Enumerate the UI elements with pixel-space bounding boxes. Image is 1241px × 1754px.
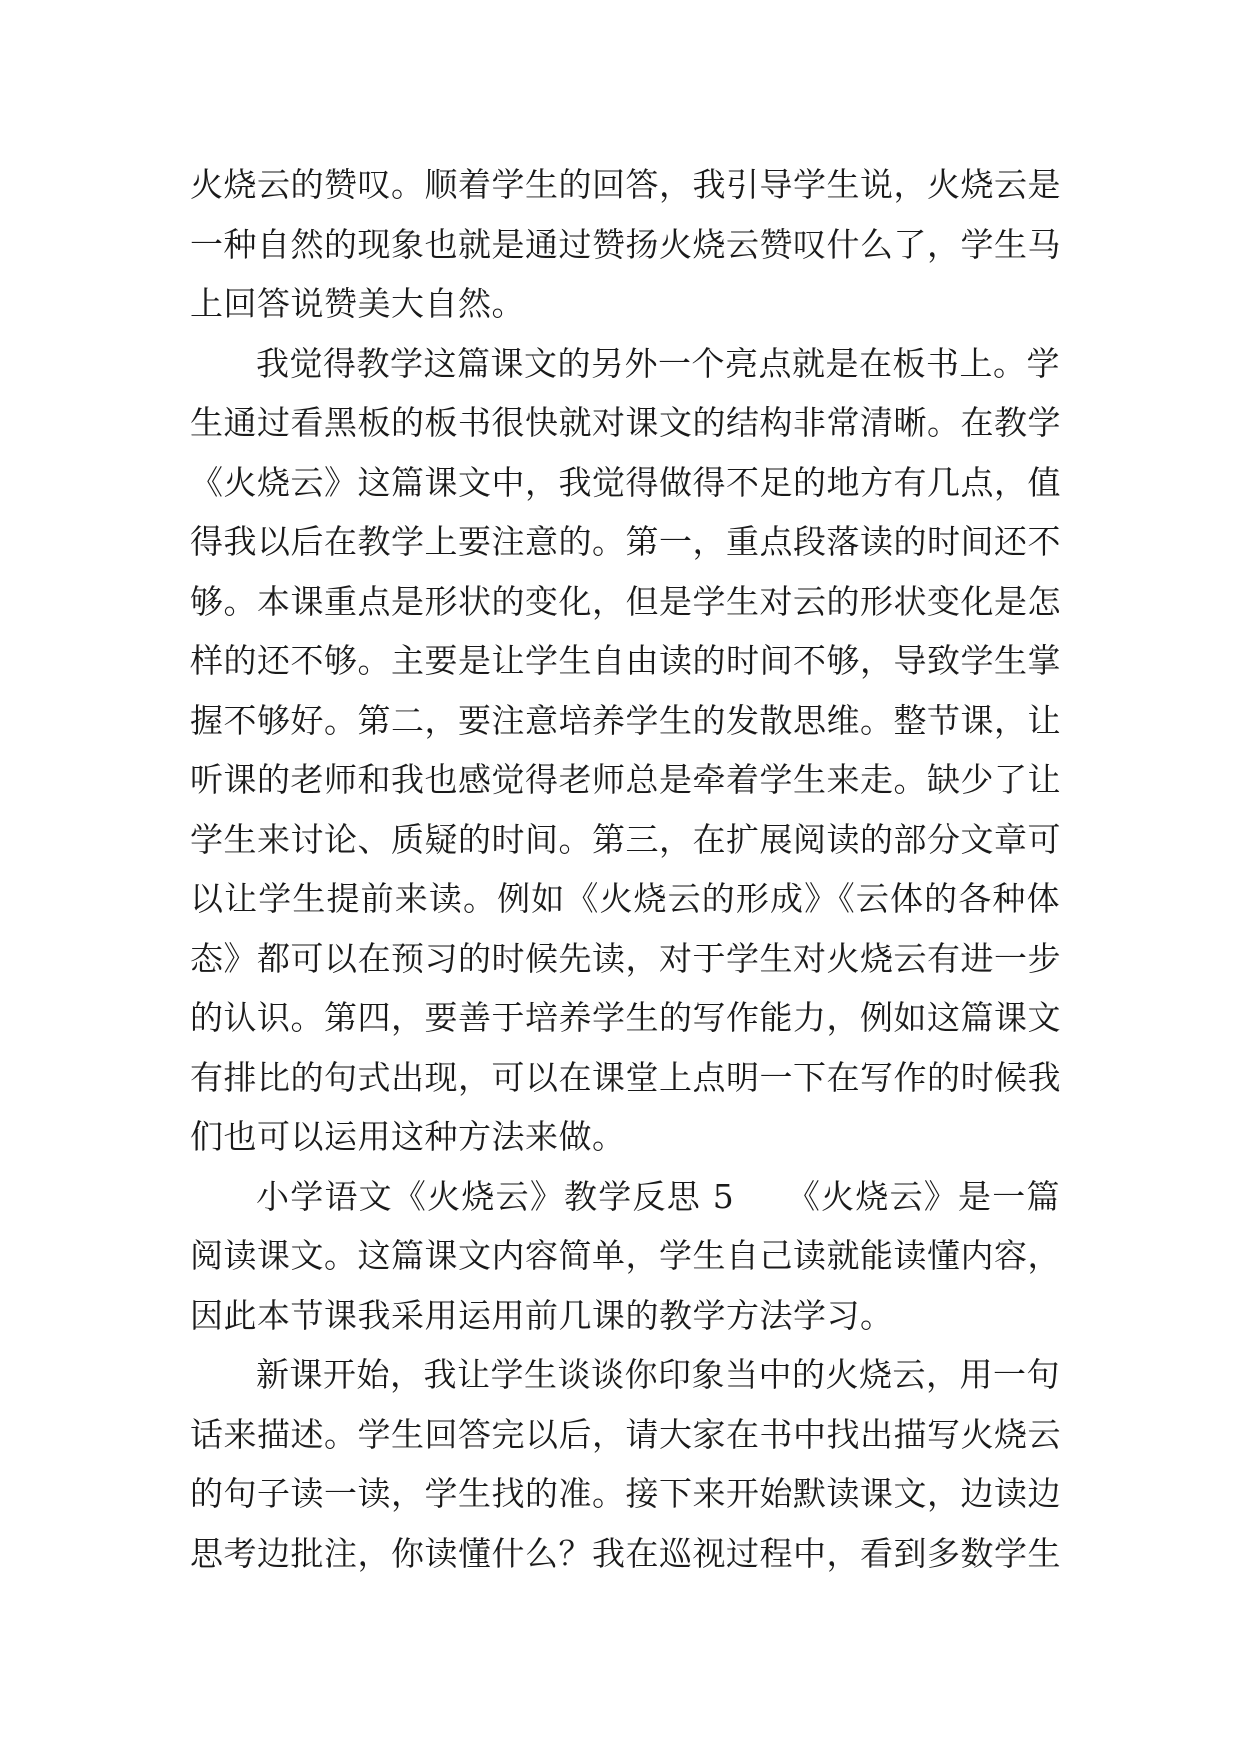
text-line: 的句子读一读，学生找的准。接下来开始默读课文，边读边 bbox=[190, 1474, 1061, 1513]
text-line: 《火烧云》这篇课文中，我觉得做得不足的地方有几点，值 bbox=[190, 462, 1061, 502]
text-line: 够。本课重点是形状的变化，但是学生对云的形状变化是怎 bbox=[190, 581, 1061, 621]
text-line: 阅读课文。这篇课文内容简单，学生自己读就能读懂内容， bbox=[190, 1236, 1061, 1275]
text-line: 们也可以运用这种方法来做。 bbox=[190, 1117, 626, 1156]
text-line: 小学语文《火烧云》教学反思 5 《火烧云》是一篇 bbox=[256, 1176, 1060, 1216]
text-line: 学生来讨论、质疑的时间。第三，在扩展阅读的部分文章可 bbox=[190, 819, 1061, 859]
text-line: 上回答说赞美大自然。 bbox=[190, 284, 525, 323]
text-line: 新课开始，我让学生谈谈你印象当中的火烧云，用一句 bbox=[256, 1355, 1060, 1394]
text-line: 生通过看黑板的板书很快就对课文的结构非常清晰。在教学 bbox=[190, 403, 1061, 442]
text-line: 话来描述。学生回答完以后，请大家在书中找出描写火烧云 bbox=[190, 1414, 1061, 1454]
text-line: 听课的老师和我也感觉得老师总是牵着学生来走。缺少了让 bbox=[190, 760, 1061, 799]
text-line: 态》都可以在预习的时候先读，对于学生对火烧云有进一步 bbox=[190, 938, 1061, 978]
paragraph-4 bbox=[190, 1345, 1060, 1583]
text-line: 因此本节课我采用运用前几课的教学方法学习。 bbox=[190, 1295, 894, 1335]
text-line: 的认识。第四，要善于培养学生的写作能力，例如这篇课文 bbox=[190, 998, 1061, 1037]
paragraph-2 bbox=[190, 334, 1060, 1167]
paragraph-3 bbox=[190, 1167, 1060, 1346]
text-line: 一种自然的现象也就是通过赞扬火烧云赞叹什么了，学生马 bbox=[190, 224, 1061, 264]
text-line: 样的还不够。主要是让学生自由读的时间不够，导致学生掌 bbox=[190, 641, 1061, 680]
text-line: 得我以后在教学上要注意的。第一，重点段落读的时间还不 bbox=[190, 522, 1061, 561]
text-line: 有排比的句式出现，可以在课堂上点明一下在写作的时候我 bbox=[190, 1057, 1061, 1097]
text-line: 我觉得教学这篇课文的另外一个亮点就是在板书上。学 bbox=[256, 343, 1060, 383]
text-line: 火烧云的赞叹。顺着学生的回答，我引导学生说，火烧云是 bbox=[190, 165, 1061, 204]
paragraph-1 bbox=[190, 155, 1060, 334]
text-line: 握不够好。第二，要注意培养学生的发散思维。整节课，让 bbox=[190, 700, 1061, 740]
text-line: 思考边批注，你读懂什么？我在巡视过程中，看到多数学生 bbox=[190, 1533, 1061, 1573]
body-text bbox=[190, 155, 1060, 1583]
text-line: 以让学生提前来读。例如《火烧云的形成》《云体的各种体 bbox=[190, 879, 1060, 918]
